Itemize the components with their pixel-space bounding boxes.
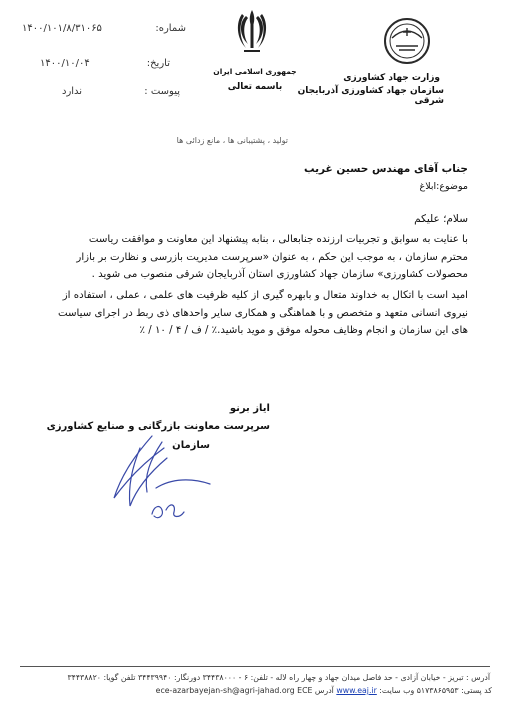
letter-number: ۱۴۰۰/۱۰۱/۸/۳۱۰۶۵: [22, 23, 102, 34]
paragraph-1-line: محترم سازمان ، به موجب این حکم ، به عنوان «سرپرست مدیریت بازرسی و نظارت بر بازار: [76, 251, 468, 263]
attachment-value: ندارد: [62, 86, 83, 97]
signer-name: ایاز برنو: [229, 403, 270, 414]
paragraph-2-line: نیروی انسانی متعهد و متخصص و با هماهنگی و همکاری سایر واحدهای ذی ربط در اجرای سیاست: [58, 307, 468, 319]
paragraph-1-line: محصولات کشاورزی» سازمان جهاد کشاورزی استان آذربایجان شرقی منصوب می شوید .: [91, 269, 468, 280]
signer-org: سازمان: [172, 440, 210, 451]
footer-contact: [56, 686, 492, 695]
signer-title: سرپرست معاونت بازرگانی و صنایع کشاورزی: [46, 421, 270, 432]
slogan: تولید ، پشتیبانی ها ، مانع زدائی ها: [176, 136, 288, 145]
subject: موضوع:ابلاغ: [419, 181, 468, 192]
basmala: باسمه تعالی: [227, 82, 283, 92]
letter-date: ۱۴۰۰/۱۰/۰۴: [40, 58, 90, 69]
attachment-label: پیوست :: [144, 86, 180, 97]
paragraph-1: [22, 231, 468, 284]
organization-name: سازمان جهاد کشاورزی آذربایجان شرقی: [297, 86, 444, 106]
greeting: سلام؛ علیکم: [414, 213, 468, 225]
paragraph-2-line: های این سازمان و انجام وظایف محوله موفق و موید باشید.٪ / ف / ۴ / ۱۰ / ٪: [139, 325, 468, 336]
email-label: آدرس ECE: [297, 686, 334, 695]
number-label: شماره:: [155, 23, 186, 34]
paragraph-2: [22, 287, 468, 340]
date-label: تاریخ:: [146, 58, 170, 69]
postal-code: کد پستی: ۵۱۷۳۸۶۵۹۵۳ وب سایت:: [379, 686, 492, 695]
logo-text: [382, 36, 432, 50]
paragraph-1-line: با عنایت به سوابق و تجربیات ارزنده جنابعالی ، بنابه پیشنهاد این معاونت و موافقت ریاست: [88, 234, 468, 245]
iran-emblem-icon: [234, 6, 270, 54]
handwritten-signature: [92, 418, 262, 528]
footer-divider: [20, 666, 490, 667]
ministry-name: وزارت جهاد کشاورزی: [343, 73, 440, 83]
recipient: جناب آقای مهندس حسین غریب: [303, 163, 468, 175]
footer-address: آدرس : تبریز - خیابان آزادی - حد فاصل میدان جهاد و چهار راه لاله - تلفن: ۶ - ۳۴۴۳۸۰۰۰ دورنگار: ۳۴۴۳۹۹۴۰ تلفن گویا: ۳۴۴۳۸۸۲۰: [67, 673, 490, 682]
republic-title: جمهوری اسلامی ایران: [213, 67, 297, 76]
website-link[interactable]: www.eaj.ir: [336, 686, 377, 695]
paragraph-2-line: امید است با اتکال به خداوند متعال و بابهره گیری از کلیه ظرفیت های علمی ، عملی ، استفاده از: [62, 290, 468, 301]
email-address[interactable]: ece-azarbayejan-sh@agri-jahad.org: [155, 686, 295, 695]
